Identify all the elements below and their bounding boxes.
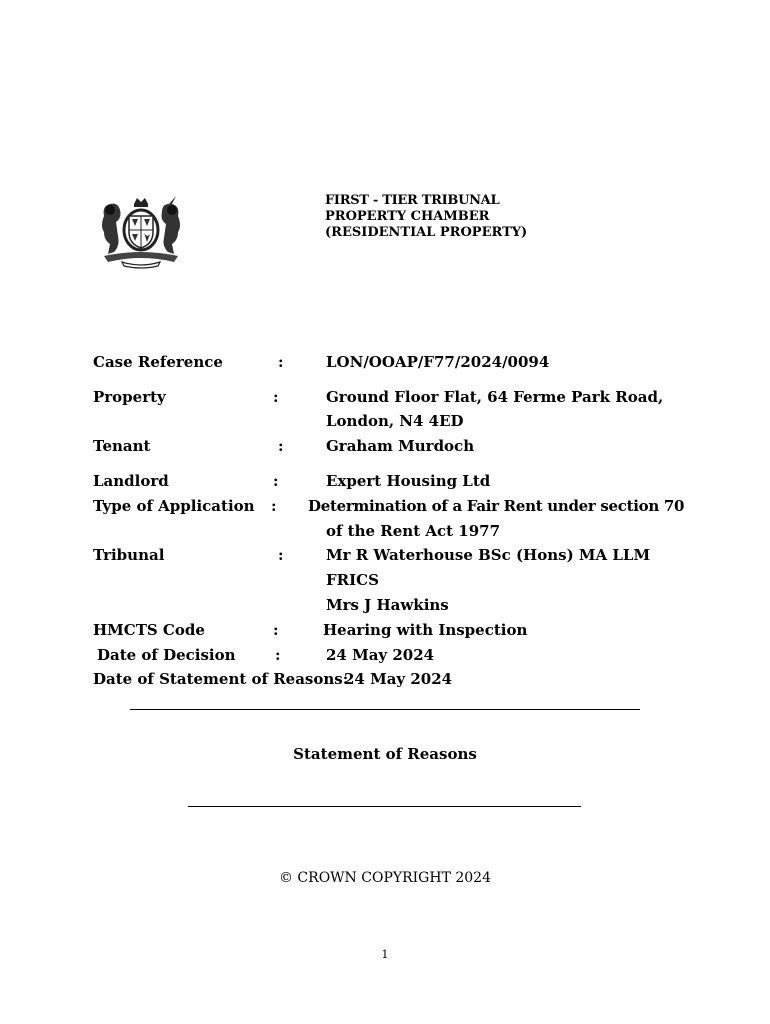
decision-date-label: Date of Decision — [97, 646, 236, 664]
crest-icon — [94, 196, 188, 270]
tribunal-member-line3: Mrs J Hawkins — [326, 596, 449, 614]
reasons-date-value: 24 May 2024 — [344, 670, 453, 688]
landlord-label: Landlord — [93, 472, 169, 490]
chamber-title: PROPERTY CHAMBER — [325, 209, 490, 224]
decision-date-value: 24 May 2024 — [326, 646, 435, 664]
divider-bottom — [188, 806, 581, 807]
application-type-colon: : — [271, 497, 277, 515]
case-reference-value: LON/OOAP/F77/2024/0094 — [326, 353, 550, 371]
application-type-value-line2: of the Rent Act 1977 — [326, 522, 501, 540]
tribunal-title: FIRST - TIER TRIBUNAL — [325, 193, 500, 208]
property-value-line2: London, N4 4ED — [326, 412, 464, 430]
tribunal-colon: : — [278, 546, 284, 564]
statement-heading: Statement of Reasons — [293, 745, 477, 763]
tribunal-member-line2: FRICS — [326, 571, 379, 589]
landlord-value: Expert Housing Ltd — [326, 472, 491, 490]
copyright-notice: © CROWN COPYRIGHT 2024 — [278, 870, 491, 886]
property-value-line1: Ground Floor Flat, 64 Ferme Park Road, — [326, 388, 664, 406]
property-label: Property — [93, 388, 166, 406]
case-reference-colon: : — [278, 353, 284, 371]
decision-date-colon: : — [275, 646, 281, 664]
tribunal-label: Tribunal — [93, 546, 165, 564]
reasons-date-label: Date of Statement of Reasons: — [93, 670, 349, 688]
tenant-value: Graham Murdoch — [326, 437, 475, 455]
hmcts-code-colon: : — [273, 621, 279, 639]
application-type-value-line1: Determination of a Fair Rent under section 70 — [308, 497, 685, 515]
page-number: 1 — [381, 948, 389, 961]
chamber-subtitle: (RESIDENTIAL PROPERTY) — [325, 225, 528, 240]
tribunal-member-line1: Mr R Waterhouse BSc (Hons) MA LLM — [326, 546, 651, 564]
divider-top — [130, 709, 640, 710]
hmcts-code-value: Hearing with Inspection — [323, 621, 528, 639]
application-type-label: Type of Application — [93, 497, 255, 515]
royal-coat-of-arms-logo — [94, 196, 188, 270]
tenant-colon: : — [278, 437, 284, 455]
property-colon: : — [273, 388, 279, 406]
tenant-label: Tenant — [93, 437, 151, 455]
landlord-colon: : — [273, 472, 279, 490]
case-reference-label: Case Reference — [93, 353, 223, 371]
hmcts-code-label: HMCTS Code — [93, 621, 205, 639]
